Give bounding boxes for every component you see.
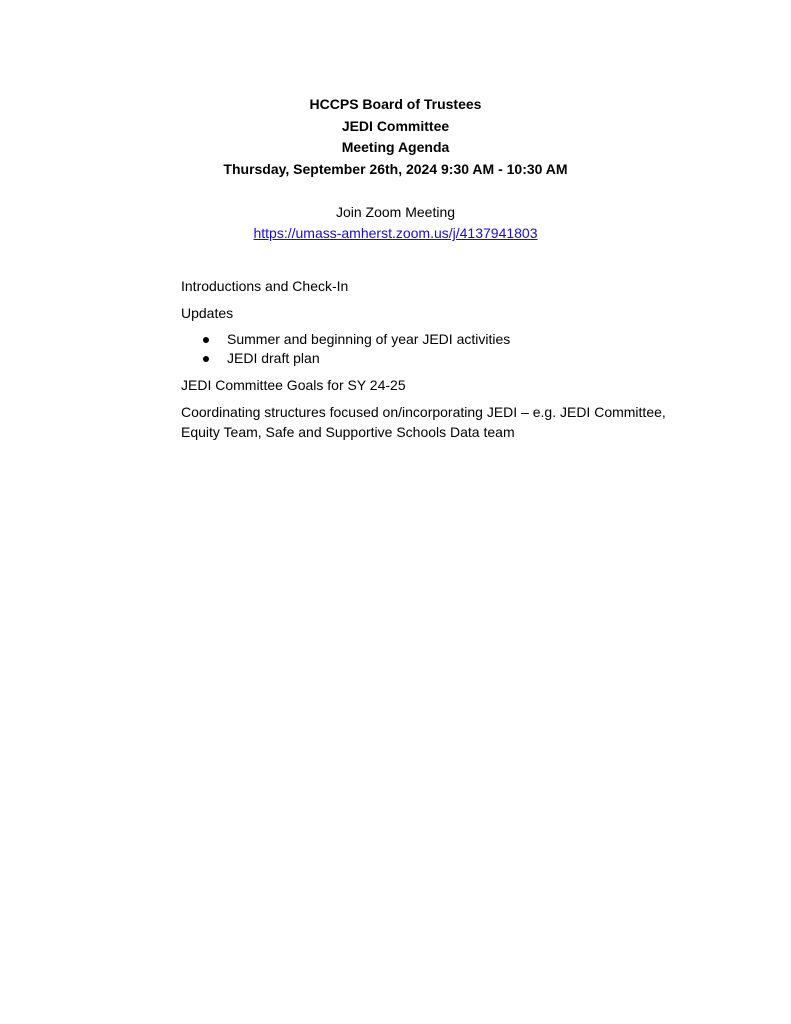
- agenda-item-updates: Updates: [181, 305, 234, 321]
- agenda-item-introductions: Introductions and Check-In: [181, 278, 349, 294]
- list-item: [181, 330, 701, 349]
- meeting-datetime: Thursday, September 26th, 2024 9:30 AM - 10:30 AM: [223, 160, 568, 177]
- list-item-text: Summer and beginning of year JEDI activities: [227, 331, 511, 347]
- bullet-icon: [203, 356, 209, 362]
- committee-title: JEDI Committee: [341, 117, 450, 134]
- zoom-section: [0, 202, 791, 244]
- agenda-body: [181, 276, 701, 449]
- agenda-header: [0, 94, 791, 180]
- board-title: HCCPS Board of Trustees: [309, 96, 482, 112]
- zoom-label: Join Zoom Meeting: [335, 204, 456, 220]
- list-item: [181, 349, 701, 368]
- agenda-item-goals: JEDI Committee Goals for SY 24-25: [181, 377, 406, 393]
- agenda-item-coordinating-structures: Coordinating structures focused on/incorporating JEDI – e.g. JEDI Committee, Equity Team, Safe and Supportive Schools Data team: [181, 404, 666, 440]
- zoom-link[interactable]: https://umass-amherst.zoom.us/j/4137941803: [253, 225, 538, 241]
- bullet-icon: [203, 337, 209, 343]
- list-item-text: JEDI draft plan: [227, 350, 320, 366]
- document-title: Meeting Agenda: [341, 139, 450, 155]
- updates-list: [181, 330, 701, 368]
